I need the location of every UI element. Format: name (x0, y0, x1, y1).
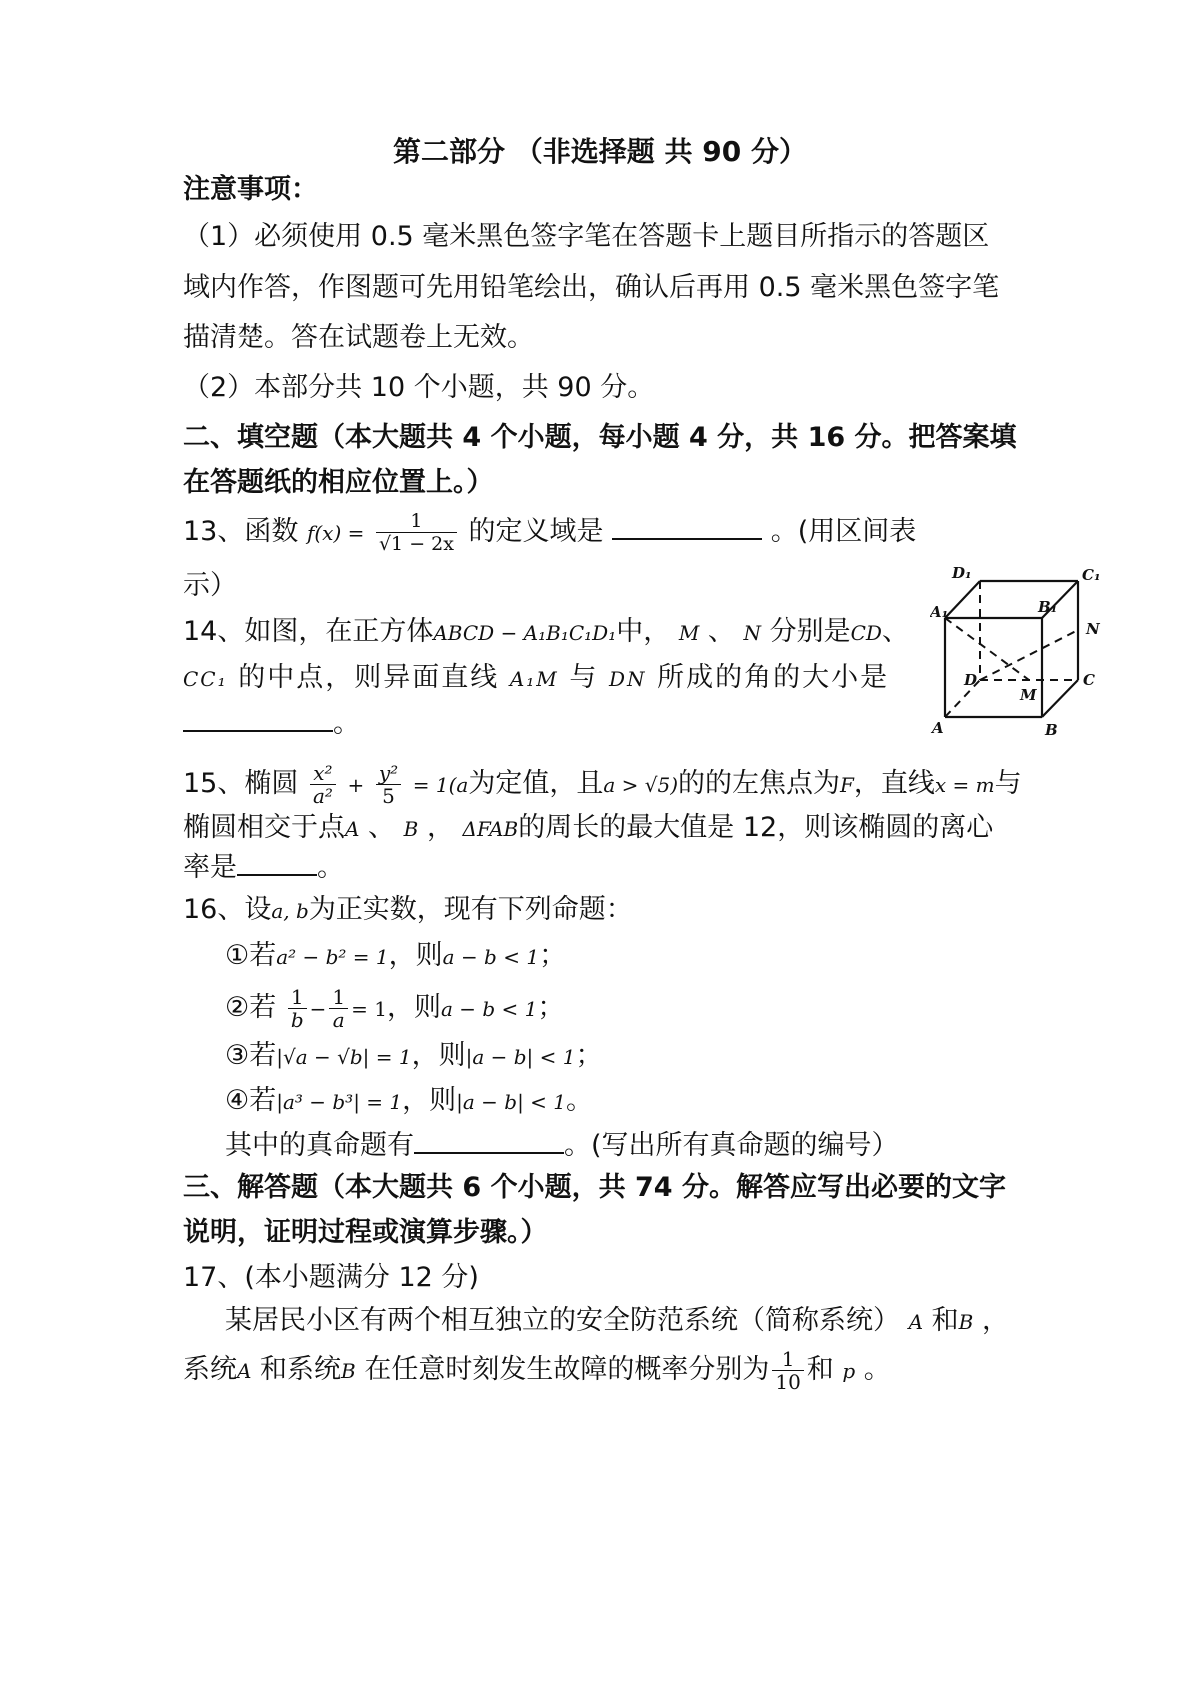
q14-line-a1m: A₁M (509, 667, 559, 691)
q14-edge-cd: CD (850, 621, 882, 645)
notes-heading: 注意事项： (183, 174, 318, 205)
question-14-line3 (183, 702, 360, 744)
section2-heading-line2: 在答题纸的相应位置上。） (183, 467, 494, 498)
q14-text: 、 (707, 616, 735, 647)
question-15-line2 (183, 808, 993, 849)
q16-claim-label: ①若 (225, 940, 277, 971)
q17-text: 在任意时刻发生故障的概率分别为 (364, 1354, 770, 1385)
q15-triangle: ΔFAB (462, 817, 519, 841)
question-15 (183, 762, 1022, 807)
q16-vars: a, b (271, 899, 309, 923)
q16-prefix: 16、设 (183, 894, 272, 925)
q17-text: 。 (863, 1354, 891, 1385)
edge-a1d1 (945, 581, 980, 618)
label-c: C (1083, 671, 1095, 689)
q15-text: 的周长的最大值是 12，则该椭圆的离心 (518, 812, 994, 843)
q13-suffix: 。(用区间表 (770, 516, 917, 547)
q14-line-dn: DN (608, 667, 647, 691)
label-d: D (964, 671, 978, 689)
q17-system-b: B (958, 1310, 974, 1334)
q13-numerator: 1 (376, 510, 457, 533)
q17-text: 某居民小区有两个相互独立的安全防范系统（简称系统） (225, 1305, 900, 1336)
q14-prefix: 14、如图，在正方体 (183, 616, 434, 647)
q15-condition: a > √5) (603, 773, 679, 797)
q17-fraction (772, 1348, 803, 1393)
q14-point-m: M (678, 621, 700, 645)
question-14-line2 (183, 658, 889, 699)
q16-claim-result: |a − b| < 1 (465, 1045, 576, 1069)
q16-text: 。 (566, 1085, 594, 1116)
q17-frac-num: 1 (772, 1348, 803, 1371)
q14-answer-blank[interactable] (183, 702, 333, 732)
segment-a1m (945, 618, 1029, 680)
edge-bc (1042, 680, 1078, 717)
q17-text: 和 (806, 1354, 834, 1385)
label-a1: A₁ (930, 603, 949, 621)
question-17-title: 17、(本小题满分 12 分) (183, 1262, 479, 1293)
q15-text: 率是 (183, 852, 237, 883)
section3-heading-line1: 三、解答题（本大题共 6 个小题，共 74 分。解答应写出必要的文字 (183, 1172, 1006, 1203)
q15-point-a: A (345, 817, 360, 841)
q17-text: 系统 (183, 1354, 237, 1385)
q16-claim-2 (225, 986, 564, 1031)
q16-claim-result: |a − b| < 1 (456, 1090, 567, 1114)
label-d1: D₁ (952, 564, 972, 582)
q16-claim-result: a − b < 1 (442, 945, 540, 969)
q16-claim-label: ③若 (225, 1040, 277, 1071)
q15-frac1-num: x² (310, 762, 336, 785)
q15-fraction-x (310, 762, 336, 807)
q16-claim-expr: |a³ − b³| = 1 (276, 1090, 403, 1114)
label-b1: B₁ (1038, 598, 1058, 616)
q17-text: 和系统 (260, 1354, 342, 1385)
q15-prefix: 15、椭圆 (183, 768, 299, 799)
q15-frac1-den: a² (312, 784, 333, 808)
q16-text: ，则 (411, 1040, 466, 1071)
q16-frac-1a (329, 986, 348, 1031)
q17-system-a: A (908, 1310, 924, 1334)
q16-text: 。(写出所有真命题的编号） (564, 1130, 899, 1161)
q15-text: 、 (368, 812, 396, 843)
q17-system-b: B (341, 1359, 356, 1383)
q14-solid: ABCD − A₁B₁C₁D₁ (433, 621, 617, 645)
q16-claim-expr: a² − b² = 1 (276, 945, 389, 969)
q15-equation: = 1(a (412, 773, 469, 797)
q14-end: 。 (333, 708, 360, 739)
q16-answer-blank[interactable] (414, 1124, 564, 1154)
q15-text: ， (426, 812, 454, 843)
part-title: 第二部分 （非选择题 共 90 分） (393, 135, 807, 168)
notes-item1-line2: 域内作答，作图题可先用铅笔绘出，确认后再用 0.5 毫米黑色签字笔 (183, 272, 1000, 303)
q16-ask (225, 1124, 899, 1166)
q16-claim-expr: |√a − √b| = 1 (276, 1045, 412, 1069)
q16-claim-result: a − b < 1 (440, 997, 538, 1021)
q13-line2: 示） (183, 570, 237, 601)
q16-text: 为正实数，现有下列命题： (308, 894, 633, 925)
q16-frac-1b (288, 986, 307, 1031)
label-n: N (1086, 620, 1100, 638)
notes-item1-line3: 描清楚。答在试题卷上无效。 (183, 322, 534, 353)
q16-frac-num: 1 (329, 986, 348, 1009)
question-17-line1 (225, 1301, 1009, 1342)
q13-answer-blank[interactable] (612, 510, 762, 540)
q16-text: 其中的真命题有 (225, 1130, 414, 1161)
section3-heading-line2: 说明，证明过程或演算步骤。） (183, 1217, 548, 1248)
q16-text: ，则 (388, 940, 443, 971)
q16-claim-label: ④若 (225, 1085, 277, 1116)
q15-line-eq: x = m (934, 773, 995, 797)
q17-frac-den: 10 (775, 1370, 801, 1394)
question-13 (183, 510, 916, 555)
q17-prob-p: p (842, 1359, 856, 1383)
q17-system-a: A (237, 1359, 252, 1383)
label-b: B (1045, 721, 1058, 739)
q16-frac-den: a (332, 1008, 345, 1032)
q15-text: 。 (317, 852, 344, 883)
q15-frac2-num: y² (376, 762, 401, 785)
q16-text: ； (539, 940, 567, 971)
q14-text: 分别是 (769, 616, 851, 647)
q16-text: ，则 (402, 1085, 457, 1116)
q15-focus-f: F (840, 773, 854, 797)
q15-answer-blank[interactable] (237, 846, 317, 876)
q15-point-b: B (403, 817, 419, 841)
q13-prefix: 13、函数 (183, 516, 299, 547)
question-16 (183, 890, 633, 931)
q13-denominator: √1 − 2x (378, 533, 454, 555)
label-a: A (932, 719, 944, 737)
q14-text: 的中点，则异面直线 (238, 662, 500, 693)
section2-heading-line1: 二、填空题（本大题共 4 个小题，每小题 4 分，共 16 分。把答案填 (183, 422, 1017, 453)
q16-claim-1 (225, 936, 566, 977)
q16-claim-3 (225, 1036, 602, 1077)
notes-item1-line1: （1）必须使用 0.5 毫米黑色签字笔在答题卡上题目所指示的答题区 (183, 221, 990, 252)
q17-text: ， (981, 1305, 1009, 1336)
question-15-line3 (183, 846, 344, 888)
q15-text: 椭圆相交于点 (183, 812, 345, 843)
q16-text: ； (575, 1040, 603, 1071)
q15-frac2-den: 5 (382, 784, 395, 808)
q16-frac-den: b (290, 1008, 304, 1032)
q16-minus: − (309, 997, 327, 1021)
q16-claim-label: ②若 (225, 992, 277, 1023)
label-c1: C₁ (1082, 566, 1101, 584)
q16-claim-4 (225, 1081, 593, 1122)
q14-point-n: N (743, 621, 761, 645)
q14-text: 中， (616, 616, 671, 647)
q14-text: 、 (881, 616, 909, 647)
q13-fx: f(x) = (306, 521, 365, 545)
q15-text: 的的左焦点为 (678, 768, 841, 799)
q16-claim-expr: = 1 (351, 997, 387, 1021)
q16-text: ； (537, 992, 565, 1023)
q17-text: 和 (931, 1305, 959, 1336)
q13-fraction (376, 510, 457, 555)
cube-figure (930, 560, 1140, 760)
label-m: M (1020, 686, 1037, 704)
q14-edge-cc1: CC₁ (183, 667, 228, 691)
q16-frac-num: 1 (288, 986, 307, 1009)
q13-mid: 的定义域是 (468, 516, 604, 547)
q15-text: 为定值，且 (468, 768, 604, 799)
q15-plus: + (347, 773, 365, 797)
q15-fraction-y (376, 762, 401, 807)
q14-text: 与 (569, 662, 599, 693)
q14-text: 所成的角的大小是 (657, 662, 890, 693)
q15-text: ，直线 (853, 768, 935, 799)
question-14 (183, 612, 909, 653)
q16-text: ，则 (386, 992, 441, 1023)
question-17-line2 (183, 1348, 891, 1393)
notes-item2: （2）本部分共 10 个小题，共 90 分。 (183, 372, 655, 403)
q15-text: 与 (994, 768, 1022, 799)
